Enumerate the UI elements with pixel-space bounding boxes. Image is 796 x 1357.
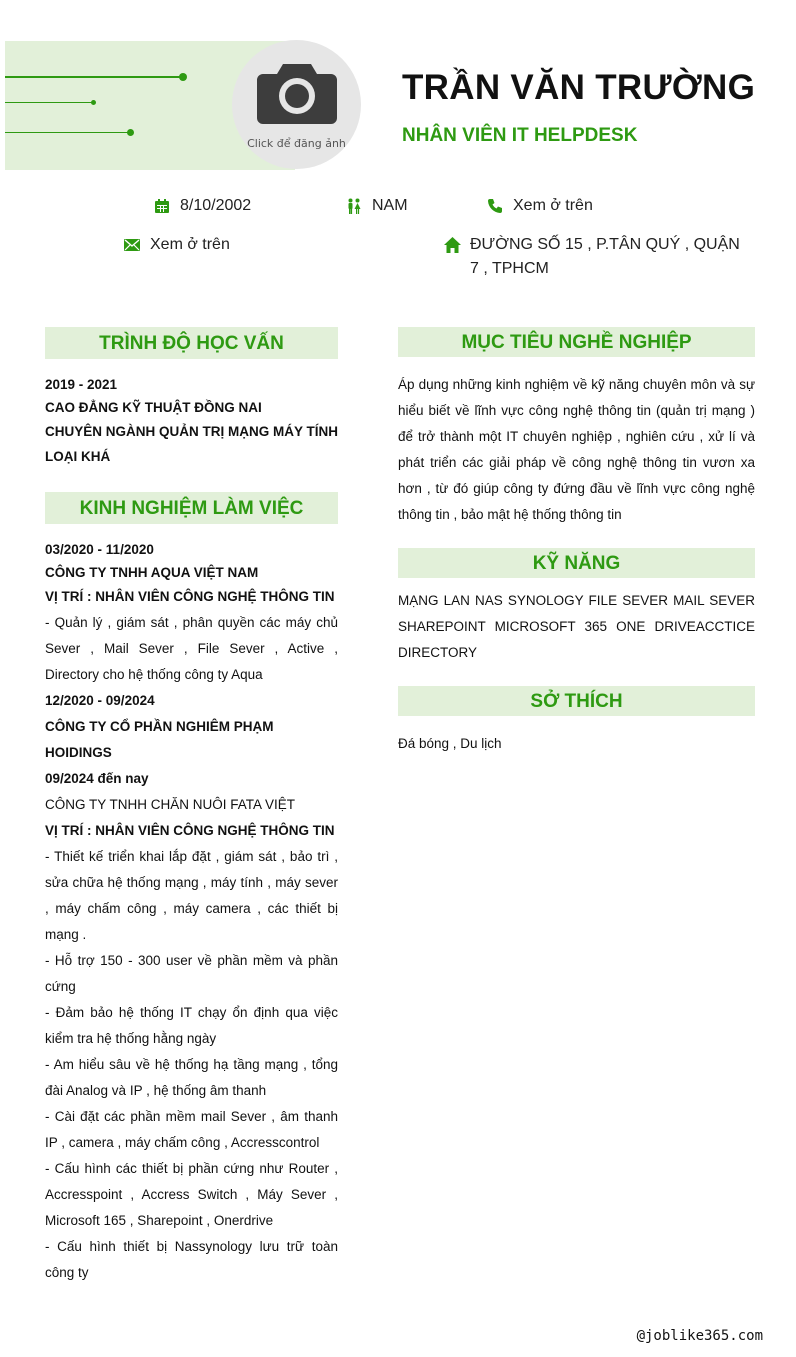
job2-period: 12/2020 - 09/2024: [45, 693, 155, 708]
objective-heading: MỤC TIÊU NGHỀ NGHIỆP: [398, 327, 755, 357]
email-value: Xem ở trên: [150, 236, 230, 253]
gender-value: NAM: [372, 197, 408, 214]
phone-icon: [487, 194, 513, 218]
decor-line-1: [5, 76, 183, 78]
job3-duty: - Đảm bảo hệ thống IT chạy ổn định qua việc kiểm tra hệ thống hằng ngày: [45, 1005, 338, 1046]
mail-icon: [124, 233, 150, 257]
contact-email: [124, 233, 230, 257]
camera-icon: [257, 58, 337, 131]
contact-dob: [154, 194, 251, 218]
contact-address: [444, 233, 744, 281]
gender-icon: [346, 194, 372, 218]
job3-duty: - Hỗ trợ 150 - 300 user về phần mềm và phần cứng: [45, 953, 338, 994]
education-school: CAO ĐẲNG KỸ THUẬT ĐỒNG NAI: [45, 400, 262, 415]
education-block: [45, 373, 338, 469]
objective-text: Áp dụng những kinh nghiệm về kỹ năng chuyên môn và sự hiểu biết về lĩnh vực công nghệ thông tin (quản trị mạng ) để trở thành một IT chuyên nghiệp , nghiên cứu , xử lí và phát triển các giải pháp về công nghệ thông tin vươn xa hơn , từ đó giúp công ty đứng đầu về lĩnh vực công nghệ thông tin , bảo mật hệ thống thông tin: [398, 377, 755, 522]
job3-duty: - Am hiểu sâu về hệ thống hạ tầng mạng , tổng đài Analog và IP , hệ thống âm thanh: [45, 1057, 338, 1098]
job3-period: 09/2024 đến nay: [45, 771, 149, 786]
job3-duty: - Cấu hình các thiết bị phần cứng như Router , Accresspoint , Accress Switch , Máy Sever , Microsoft 165 , Sharepoint , Onerdrive: [45, 1161, 338, 1228]
job3-company: CÔNG TY TNHH CHĂN NUÔI FATA VIỆT: [45, 797, 296, 812]
photo-caption: Click để đăng ảnh: [247, 137, 346, 150]
home-icon: [444, 233, 470, 257]
dob-value: 8/10/2002: [180, 197, 252, 214]
contact-gender: [346, 194, 408, 218]
calendar-icon: [154, 194, 180, 218]
education-period: 2019 - 2021: [45, 377, 118, 392]
decor-line-2: [5, 102, 94, 103]
job1-position: VỊ TRÍ : NHÂN VIÊN CÔNG NGHỆ THÔNG TIN: [45, 589, 335, 604]
hobbies-text: Đá bóng , Du lịch: [398, 736, 502, 751]
job1-company: CÔNG TY TNHH AQUA VIỆT NAM: [45, 565, 259, 580]
watermark: @joblike365.com: [636, 1328, 763, 1344]
job1-period: 03/2020 - 11/2020: [45, 542, 154, 557]
job3-position: VỊ TRÍ : NHÂN VIÊN CÔNG NGHỆ THÔNG TIN: [45, 823, 335, 838]
job3-duty: - Cài đặt các phần mềm mail Sever , âm thanh IP , camera , máy chấm công , Accresscontrol: [45, 1109, 338, 1150]
address-value: ĐƯỜNG SỐ 15 , P.TÂN QUÝ , QUẬN 7 , TPHCM: [470, 236, 740, 277]
photo-upload[interactable]: [232, 40, 361, 169]
education-heading: TRÌNH ĐỘ HỌC VẤN: [45, 327, 338, 359]
job3-duty: - Thiết kế triển khai lắp đặt , giám sát , bảo trì , sửa chữa hệ thống mạng , máy tính , máy sever , máy chấm công , máy camera , các thiết bị mạng .: [45, 849, 338, 942]
education-major: CHUYÊN NGÀNH QUẢN TRỊ MẠNG MÁY TÍNH: [45, 424, 338, 439]
job2-company: CÔNG TY CỔ PHẦN NGHIÊM PHẠM HOIDINGS: [45, 719, 274, 760]
job-title: NHÂN VIÊN IT HELPDESK: [402, 125, 638, 146]
education-grade: LOẠI KHÁ: [45, 449, 111, 464]
contact-phone: [487, 194, 593, 218]
hobbies-heading: SỞ THÍCH: [398, 686, 755, 716]
job1-description: - Quản lý , giám sát , phân quyền các máy chủ Sever , Mail Sever , File Sever , Active , Directory cho hệ thống công ty Aqua: [45, 615, 338, 682]
skills-heading: KỸ NĂNG: [398, 548, 755, 578]
phone-value: Xem ở trên: [513, 197, 593, 214]
skills-text: MẠNG LAN NAS SYNOLOGY FILE SEVER MAIL SEVER SHAREPOINT MICROSOFT 365 ONE DRIVEACCTICE DIRECTORY: [398, 593, 755, 660]
decor-line-3: [5, 132, 131, 133]
job3-duty: - Cấu hình thiết bị Nassynology lưu trữ toàn công ty: [45, 1239, 338, 1280]
experience-heading: KINH NGHIỆM LÀM VIỆC: [45, 492, 338, 524]
experience-block: [45, 538, 338, 1286]
candidate-name: TRẦN VĂN TRƯỜNG: [402, 68, 756, 107]
